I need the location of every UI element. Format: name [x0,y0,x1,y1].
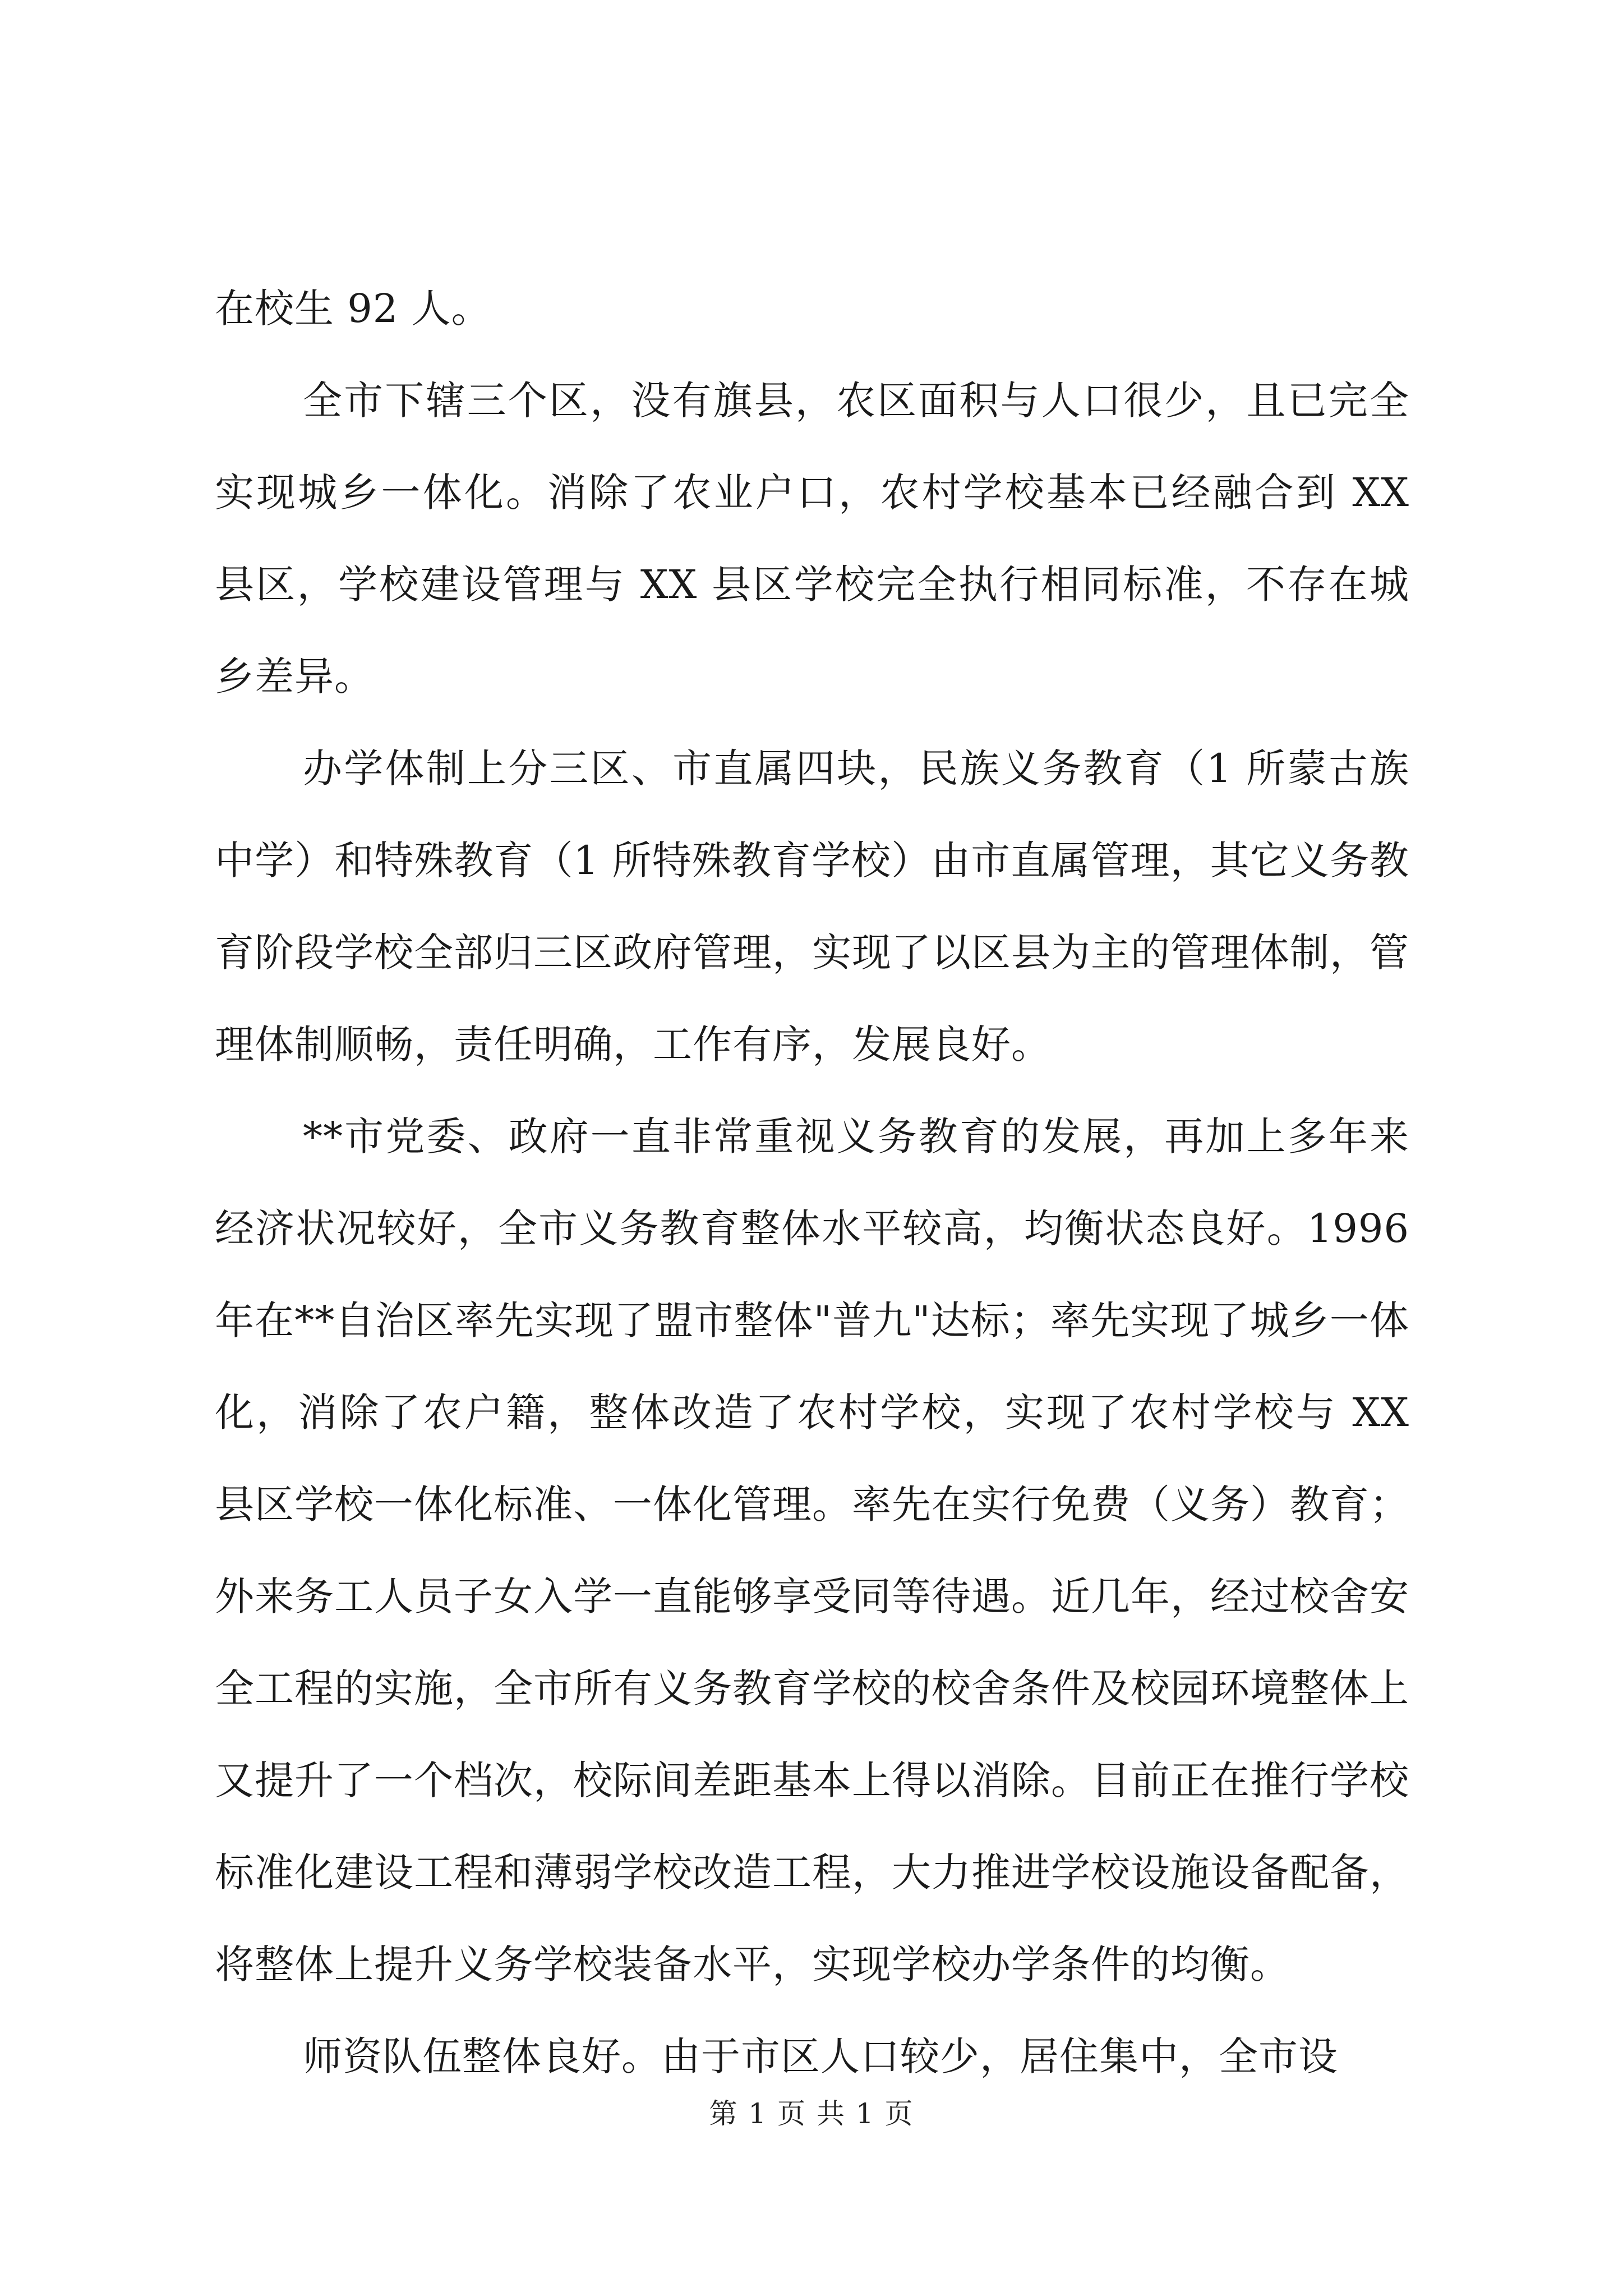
paragraph-1: 在校生 92 人。 [215,286,491,332]
paragraph-5: 师资队伍整体良好。由于市区人口较少，居住集中，全市设 [303,2033,1338,2079]
page-footer: 第 1 页 共 1 页 [709,2097,914,2130]
document-body [215,263,1409,2102]
paragraph-3: 办学体制上分三区、市直属四块，民族义务教育（1 所蒙古族中学）和特殊教育（1 所特殊教育学校）由市直属管理，其它义务教育阶段学校全部归三区政府管理，实现了以区县为主的管理体制，管理体制顺畅，责任明确，工作有序，发展良好。 [215,746,1409,1068]
paragraph-4: **市党委、政府一直非常重视义务教育的发展，再加上多年来经济状况较好，全市义务教育整体水平较高，均衡状态良好。1996 年在**自治区率先实现了盟市整体"普九"达标；率先实现了城乡一体化，消除了农户籍，整体改造了农村学校，实现了农村学校与 XX 县区学校一体化标准、一体化管理。率先在实行免费（义务）教育；外来务工人员子女入学一直能够享受同等待遇。近几年，经过校舍安全工程的实施，全市所有义务教育学校的校舍条件及校园环境整体上又提升了一个档次，校际间差距基本上得以消除。目前正在推行学校标准化建设工程和薄弱学校改造工程，大力推进学校设施设备配备，将整体上提升义务学校装备水平，实现学校办学条件的均衡。 [215,1114,1409,1987]
paragraph-2: 全市下辖三个区，没有旗县，农区面积与人口很少，且已完全实现城乡一体化。消除了农业户口，农村学校基本已经融合到 XX 县区，学校建设管理与 XX 县区学校完全执行相同标准，不存在城乡差异。 [215,378,1409,700]
